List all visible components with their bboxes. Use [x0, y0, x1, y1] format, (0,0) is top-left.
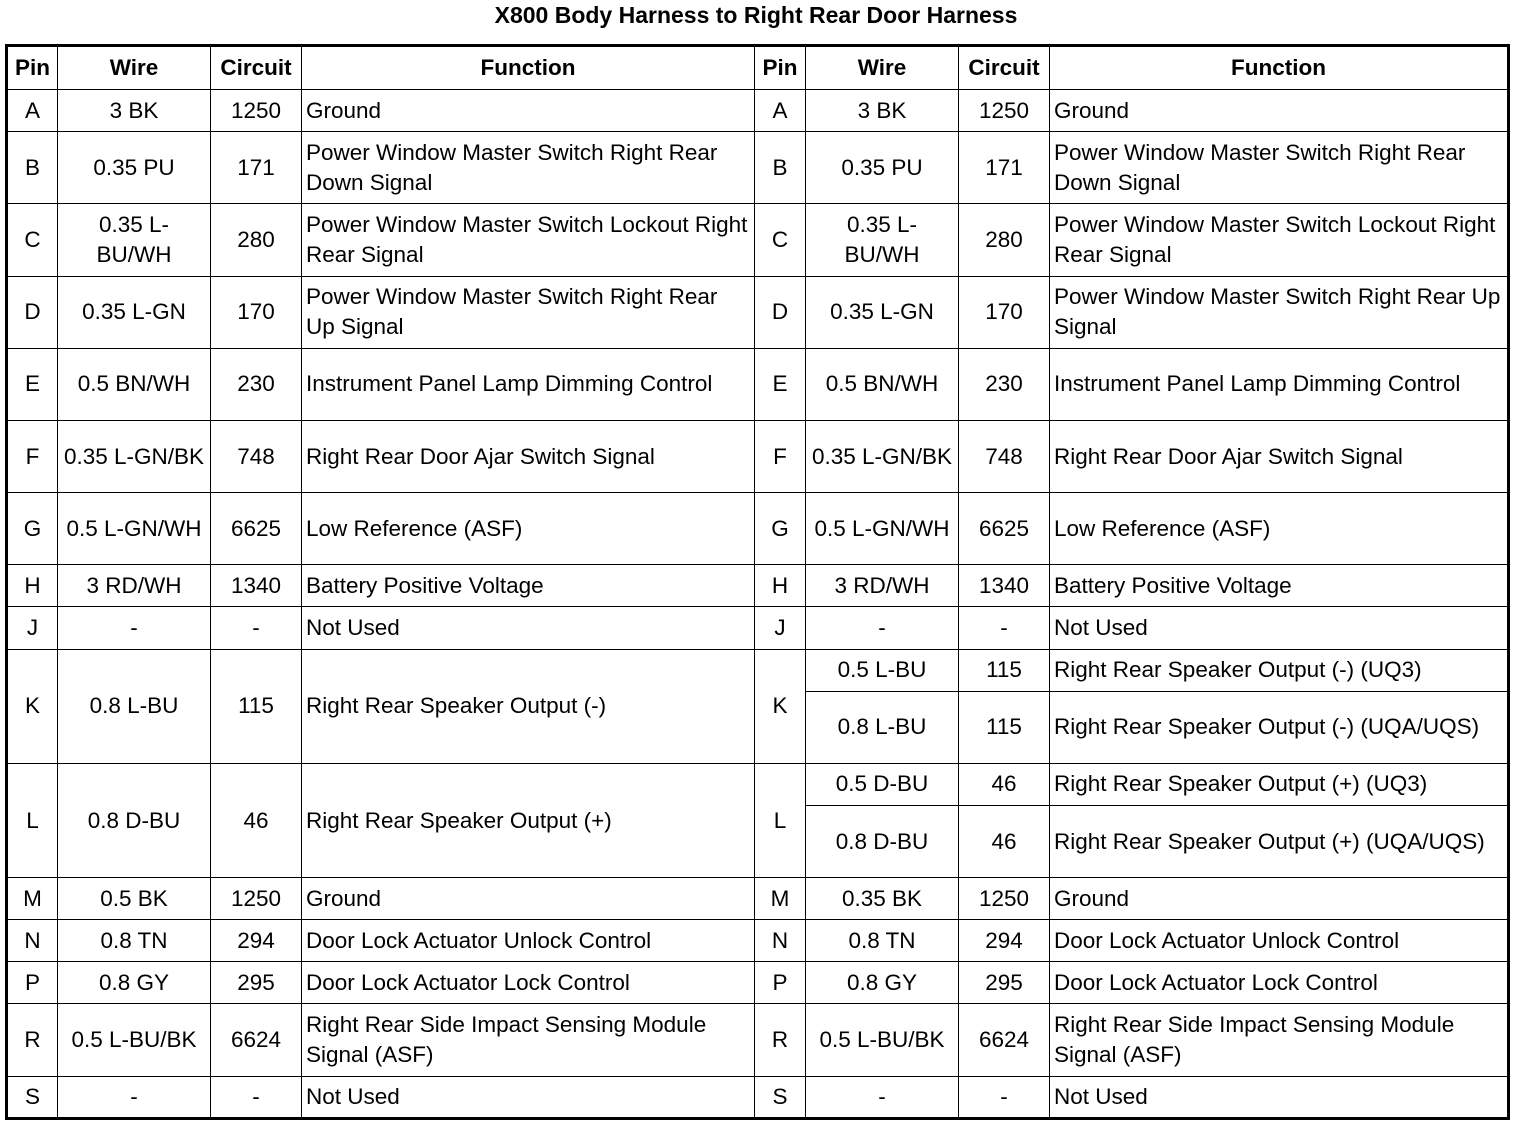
wire-cell: 0.5 L-BU/BK [806, 1004, 959, 1076]
circuit-cell: 1340 [959, 565, 1050, 607]
function-cell: Instrument Panel Lamp Dimming Control [302, 348, 755, 420]
table-row [7, 348, 1509, 420]
page-title: X800 Body Harness to Right Rear Door Harness [494, 2, 1018, 28]
circuit-cell: 1340 [211, 565, 302, 607]
circuit-cell: 6625 [211, 493, 302, 565]
pin-cell: A [7, 90, 58, 132]
wire-cell: 0.35 L-BU/WH [58, 204, 211, 276]
pin-cell: E [7, 348, 58, 420]
table-row [7, 763, 1509, 805]
wire-cell: 0.8 TN [58, 920, 211, 962]
circuit-cell: 115 [211, 649, 302, 763]
circuit-cell: 171 [211, 132, 302, 204]
header-function: Function [1050, 46, 1509, 90]
function-cell: Power Window Master Switch Right Rear Down Signal [302, 132, 755, 204]
wire-cell: 0.5 L-GN/WH [58, 493, 211, 565]
wire-cell: 3 RD/WH [806, 565, 959, 607]
wire-cell: 0.5 BN/WH [58, 348, 211, 420]
table-row [7, 962, 1509, 1004]
pin-cell: A [755, 90, 806, 132]
table-header-row [7, 46, 1509, 90]
circuit-cell: 170 [211, 276, 302, 348]
pin-cell: K [7, 649, 58, 763]
table-row [7, 878, 1509, 920]
pin-cell: K [755, 649, 806, 763]
circuit-cell: - [959, 607, 1050, 649]
wire-cell: 3 BK [58, 90, 211, 132]
circuit-cell: 294 [211, 920, 302, 962]
table-row [7, 90, 1509, 132]
circuit-cell: 280 [959, 204, 1050, 276]
function-cell: Door Lock Actuator Unlock Control [302, 920, 755, 962]
function-cell: Power Window Master Switch Lockout Right Rear Signal [302, 204, 755, 276]
wire-cell: 0.5 L-GN/WH [806, 493, 959, 565]
pin-cell: J [755, 607, 806, 649]
table-row [7, 276, 1509, 348]
pin-cell: C [755, 204, 806, 276]
wire-cell: 0.8 GY [806, 962, 959, 1004]
pin-cell: R [755, 1004, 806, 1076]
function-cell: Right Rear Speaker Output (-) (UQ3) [1050, 649, 1509, 691]
wire-cell: 0.35 L-GN/BK [58, 420, 211, 492]
function-cell: Right Rear Speaker Output (+) (UQ3) [1050, 763, 1509, 805]
function-cell: Right Rear Speaker Output (+) (UQA/UQS) [1050, 805, 1509, 877]
pin-cell: G [755, 493, 806, 565]
wire-cell: 0.35 PU [58, 132, 211, 204]
circuit-cell: 295 [211, 962, 302, 1004]
pin-cell: S [7, 1076, 58, 1118]
function-cell: Ground [1050, 878, 1509, 920]
pin-cell: D [7, 276, 58, 348]
pin-cell: P [755, 962, 806, 1004]
function-cell: Right Rear Door Ajar Switch Signal [302, 420, 755, 492]
table-row [7, 649, 1509, 691]
function-cell: Not Used [1050, 1076, 1509, 1118]
circuit-cell: 171 [959, 132, 1050, 204]
table-row [7, 1004, 1509, 1076]
circuit-cell: 230 [959, 348, 1050, 420]
wire-cell: 0.5 L-BU [806, 649, 959, 691]
pin-cell: P [7, 962, 58, 1004]
pin-cell: H [755, 565, 806, 607]
pin-cell: N [755, 920, 806, 962]
header-circuit: Circuit [959, 46, 1050, 90]
wire-cell: 0.8 D-BU [58, 763, 211, 877]
header-circuit: Circuit [211, 46, 302, 90]
function-cell: Low Reference (ASF) [302, 493, 755, 565]
table-row [7, 132, 1509, 204]
wire-cell: 0.35 L-GN [58, 276, 211, 348]
function-cell: Not Used [302, 607, 755, 649]
function-cell: Right Rear Side Impact Sensing Module Signal (ASF) [1050, 1004, 1509, 1076]
pin-cell: E [755, 348, 806, 420]
circuit-cell: - [211, 1076, 302, 1118]
function-cell: Not Used [1050, 607, 1509, 649]
circuit-cell: 230 [211, 348, 302, 420]
pin-cell: R [7, 1004, 58, 1076]
wire-cell: 0.35 PU [806, 132, 959, 204]
circuit-cell: 6624 [959, 1004, 1050, 1076]
circuit-cell: 115 [959, 649, 1050, 691]
wire-cell: 0.5 BK [58, 878, 211, 920]
function-cell: Battery Positive Voltage [302, 565, 755, 607]
circuit-cell: 6624 [211, 1004, 302, 1076]
circuit-cell: 294 [959, 920, 1050, 962]
pin-cell: M [755, 878, 806, 920]
function-cell: Low Reference (ASF) [1050, 493, 1509, 565]
wire-cell: 0.5 L-BU/BK [58, 1004, 211, 1076]
function-cell: Ground [1050, 90, 1509, 132]
pin-cell: D [755, 276, 806, 348]
function-cell: Right Rear Speaker Output (-) [302, 649, 755, 763]
circuit-cell: 46 [211, 763, 302, 877]
pin-cell: F [7, 420, 58, 492]
circuit-cell: 748 [211, 420, 302, 492]
wire-cell: 0.35 L-GN/BK [806, 420, 959, 492]
table-row [7, 204, 1509, 276]
circuit-cell: 295 [959, 962, 1050, 1004]
function-cell: Door Lock Actuator Unlock Control [1050, 920, 1509, 962]
header-pin: Pin [755, 46, 806, 90]
wire-cell: 0.8 L-BU [806, 691, 959, 763]
wire-cell: 0.5 D-BU [806, 763, 959, 805]
pin-cell: S [755, 1076, 806, 1118]
pin-cell: N [7, 920, 58, 962]
circuit-cell: 1250 [959, 90, 1050, 132]
function-cell: Right Rear Door Ajar Switch Signal [1050, 420, 1509, 492]
table-row [7, 420, 1509, 492]
wire-cell: - [58, 607, 211, 649]
pin-cell: C [7, 204, 58, 276]
pin-cell: F [755, 420, 806, 492]
pin-cell: B [755, 132, 806, 204]
table-row [7, 607, 1509, 649]
function-cell: Right Rear Speaker Output (+) [302, 763, 755, 877]
wire-cell: 3 RD/WH [58, 565, 211, 607]
header-function: Function [302, 46, 755, 90]
function-cell: Door Lock Actuator Lock Control [1050, 962, 1509, 1004]
pin-cell: L [7, 763, 58, 877]
circuit-cell: 46 [959, 763, 1050, 805]
table-row [7, 1076, 1509, 1118]
pin-cell: G [7, 493, 58, 565]
function-cell: Ground [302, 90, 755, 132]
wire-cell: 0.35 L-BU/WH [806, 204, 959, 276]
function-cell: Power Window Master Switch Right Rear Down Signal [1050, 132, 1509, 204]
circuit-cell: 46 [959, 805, 1050, 877]
function-cell: Right Rear Side Impact Sensing Module Signal (ASF) [302, 1004, 755, 1076]
wire-cell: 0.8 TN [806, 920, 959, 962]
circuit-cell: 6625 [959, 493, 1050, 565]
wire-cell: 0.35 BK [806, 878, 959, 920]
wire-cell: 0.35 L-GN [806, 276, 959, 348]
pin-cell: L [755, 763, 806, 877]
table-row [7, 920, 1509, 962]
pin-cell: B [7, 132, 58, 204]
function-cell: Door Lock Actuator Lock Control [302, 962, 755, 1004]
wire-cell: 3 BK [806, 90, 959, 132]
circuit-cell: 115 [959, 691, 1050, 763]
wire-cell: - [806, 1076, 959, 1118]
wire-cell: - [806, 607, 959, 649]
function-cell: Ground [302, 878, 755, 920]
circuit-cell: - [959, 1076, 1050, 1118]
function-cell: Power Window Master Switch Lockout Right Rear Signal [1050, 204, 1509, 276]
header-pin: Pin [7, 46, 58, 90]
table-row [7, 565, 1509, 607]
function-cell: Power Window Master Switch Right Rear Up Signal [302, 276, 755, 348]
function-cell: Battery Positive Voltage [1050, 565, 1509, 607]
circuit-cell: 1250 [211, 878, 302, 920]
circuit-cell: 748 [959, 420, 1050, 492]
header-wire: Wire [58, 46, 211, 90]
circuit-cell: - [211, 607, 302, 649]
wire-cell: 0.5 BN/WH [806, 348, 959, 420]
function-cell: Not Used [302, 1076, 755, 1118]
wire-cell: 0.8 L-BU [58, 649, 211, 763]
function-cell: Right Rear Speaker Output (-) (UQA/UQS) [1050, 691, 1509, 763]
function-cell: Power Window Master Switch Right Rear Up Signal [1050, 276, 1509, 348]
function-cell: Instrument Panel Lamp Dimming Control [1050, 348, 1509, 420]
table-row [7, 493, 1509, 565]
harness-pinout-table [5, 44, 1510, 1120]
wire-cell: 0.8 GY [58, 962, 211, 1004]
circuit-cell: 280 [211, 204, 302, 276]
circuit-cell: 1250 [959, 878, 1050, 920]
header-wire: Wire [806, 46, 959, 90]
wire-cell: 0.8 D-BU [806, 805, 959, 877]
circuit-cell: 170 [959, 276, 1050, 348]
wire-cell: - [58, 1076, 211, 1118]
circuit-cell: 1250 [211, 90, 302, 132]
pin-cell: M [7, 878, 58, 920]
pin-cell: J [7, 607, 58, 649]
pin-cell: H [7, 565, 58, 607]
